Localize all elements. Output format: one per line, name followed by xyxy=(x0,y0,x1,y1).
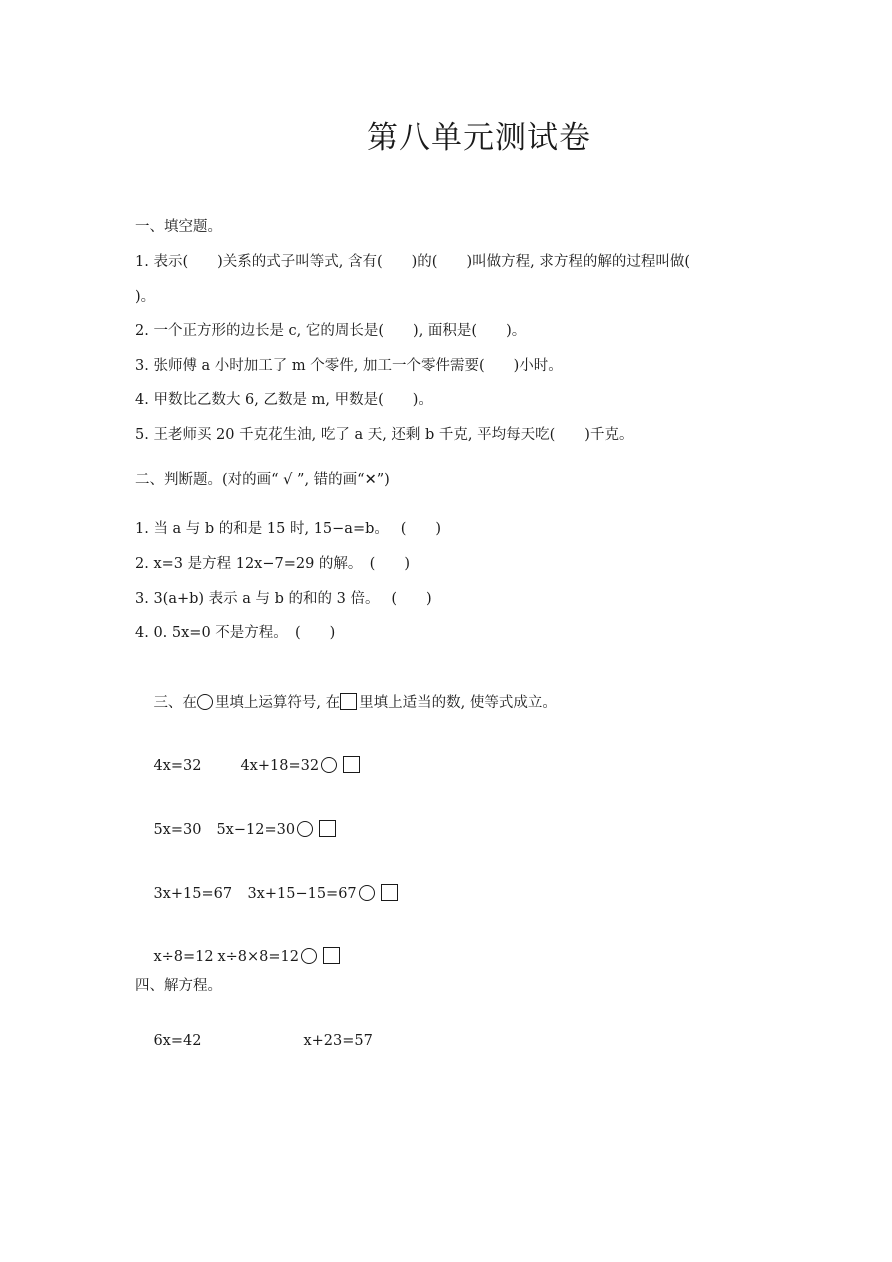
fill-row-2 xyxy=(135,800,336,860)
operator-circle-icon[interactable] xyxy=(321,757,337,773)
question-2-2: 2. x=3 是方程 12x−7=29 的解。 ( ) xyxy=(135,556,410,572)
fill-row-left: x÷8=12 xyxy=(153,949,214,965)
section3-heading-part1: 三、在 xyxy=(153,695,197,711)
question-1-4: 4. 甲数比乙数大 6, 乙数是 m, 甲数是( )。 xyxy=(135,392,433,408)
fill-row-left: 4x=32 xyxy=(153,758,202,774)
number-box-icon[interactable] xyxy=(381,884,398,901)
section3-heading-part2: 里填上运算符号, 在 xyxy=(214,695,341,711)
square-placeholder-icon xyxy=(340,693,357,710)
section3-heading-part3: 里填上适当的数, 使等式成立。 xyxy=(359,695,557,711)
equation-1: 6x=42 xyxy=(153,1033,202,1049)
fill-row-left: 3x+15=67 xyxy=(153,886,233,902)
fill-row-left: 5x=30 xyxy=(153,822,202,838)
operator-circle-icon[interactable] xyxy=(297,821,313,837)
operator-circle-icon[interactable] xyxy=(359,885,375,901)
question-1-1-cont: )。 xyxy=(135,289,156,305)
fill-row-right: 3x+15−15=67 xyxy=(247,886,357,902)
question-1-2: 2. 一个正方形的边长是 c, 它的周长是( ), 面积是( )。 xyxy=(135,323,527,339)
circle-placeholder-icon xyxy=(197,694,213,710)
fill-row-3 xyxy=(135,864,398,924)
fill-row-1 xyxy=(135,736,360,796)
question-2-4: 4. 0. 5x=0 不是方程。 ( ) xyxy=(135,625,336,641)
question-2-1: 1. 当 a 与 b 的和是 15 时, 15−a=b。 ( ) xyxy=(135,521,442,537)
number-box-icon[interactable] xyxy=(323,947,340,964)
section1-heading: 一、填空题。 xyxy=(135,219,222,235)
question-1-3: 3. 张师傅 a 小时加工了 m 个零件, 加工一个零件需要( )小时。 xyxy=(135,358,563,374)
fill-row-right: 5x−12=30 xyxy=(216,822,296,838)
question-1-5: 5. 王老师买 20 千克花生油, 吃了 a 天, 还剩 b 千克, 平均每天吃( )千克。 xyxy=(135,427,634,443)
section2-heading: 二、判断题。(对的画“ √ ”, 错的画“✕”) xyxy=(135,472,390,488)
section4-heading: 四、解方程。 xyxy=(135,978,222,994)
fill-row-right: 4x+18=32 xyxy=(240,758,320,774)
number-box-icon[interactable] xyxy=(319,820,336,837)
number-box-icon[interactable] xyxy=(343,756,360,773)
fill-row-right: x÷8×8=12 xyxy=(217,949,299,965)
section3-heading xyxy=(135,673,557,733)
operator-circle-icon[interactable] xyxy=(301,948,317,964)
solve-row xyxy=(135,1011,373,1071)
page-title: 第八单元测试卷 xyxy=(367,120,591,156)
question-2-3: 3. 3(a+b) 表示 a 与 b 的和的 3 倍。 ( ) xyxy=(135,591,432,607)
question-1-1: 1. 表示( )关系的式子叫等式, 含有( )的( )叫做方程, 求方程的解的过程叫做( xyxy=(135,254,690,270)
equation-2: x+23=57 xyxy=(303,1033,373,1049)
